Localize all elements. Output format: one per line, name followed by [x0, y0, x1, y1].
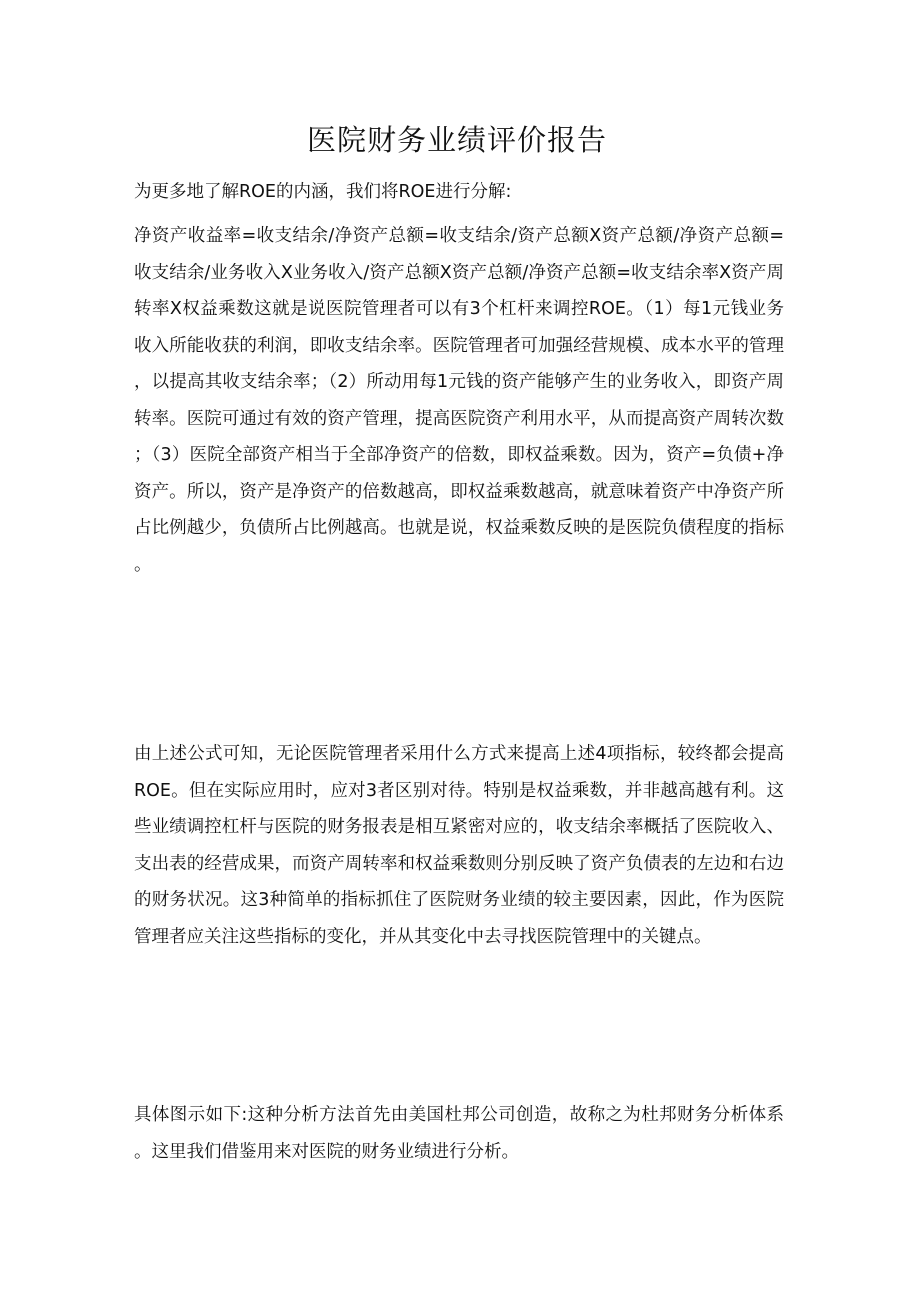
paragraph-intro: 为更多地了解ROE的内涵，我们将ROE进行分解:	[134, 182, 512, 202]
paragraph-dupont: 具体图示如下:这种分析方法首先由美国杜邦公司创造，故称之为杜邦财务分析体系。这里我们借鉴用来对医院的财务业绩进行分析。	[134, 1105, 784, 1162]
paragraph-analysis: 由上述公式可知，无论医院管理者采用什么方式来提高上述4项指标，较终都会提高ROE。但在实际应用时，应对3者区别对待。特别是权益乘数，并非越高越有利。这些业绩调控杠杆与医院的财务报表是相互紧密对应的，收支结余率概括了医院收入、支出表的经营成果，而资产周转率和权益乘数则分别反映了资产负债表的左边和右边的财务状况。这3种简单的指标抓住了医院财务业绩的较主要因素，因此，作为医院管理者应关注这些指标的变化，并从其变化中去寻找医院管理中的关键点。	[134, 744, 784, 947]
document-title: 医院财务业绩评价报告	[306, 123, 607, 157]
paragraph-formula: 净资产收益率=收支结余/净资产总额=收支结余/资产总额X资产总额/净资产总额=收支结余/业务收入X业务收入/资产总额X资产总额/净资产总额=收支结余率X资产周转率X权益乘数这就是说医院管理者可以有3个杠杆来调控ROE。（1）每1元钱业务收入所能收获的利润，即收支结余率。医院管理者可加强经营规模、成本水平的管理，以提高其收支结余率；（2）所动用每1元钱的资产能够产生的业务收入，即资产周转率。医院可通过有效的资产管理，提高医院资产利用水平，从而提高资产周转次数；（3）医院全部资产相当于全部净资产的倍数，即权益乘数。因为，资产=负债+净资产。所以，资产是净资产的倍数越高，即权益乘数越高，就意味着资产中净资产所占比例越少，负债所占比例越高。也就是说，权益乘数反映的是医院负债程度的指标。	[134, 226, 784, 575]
